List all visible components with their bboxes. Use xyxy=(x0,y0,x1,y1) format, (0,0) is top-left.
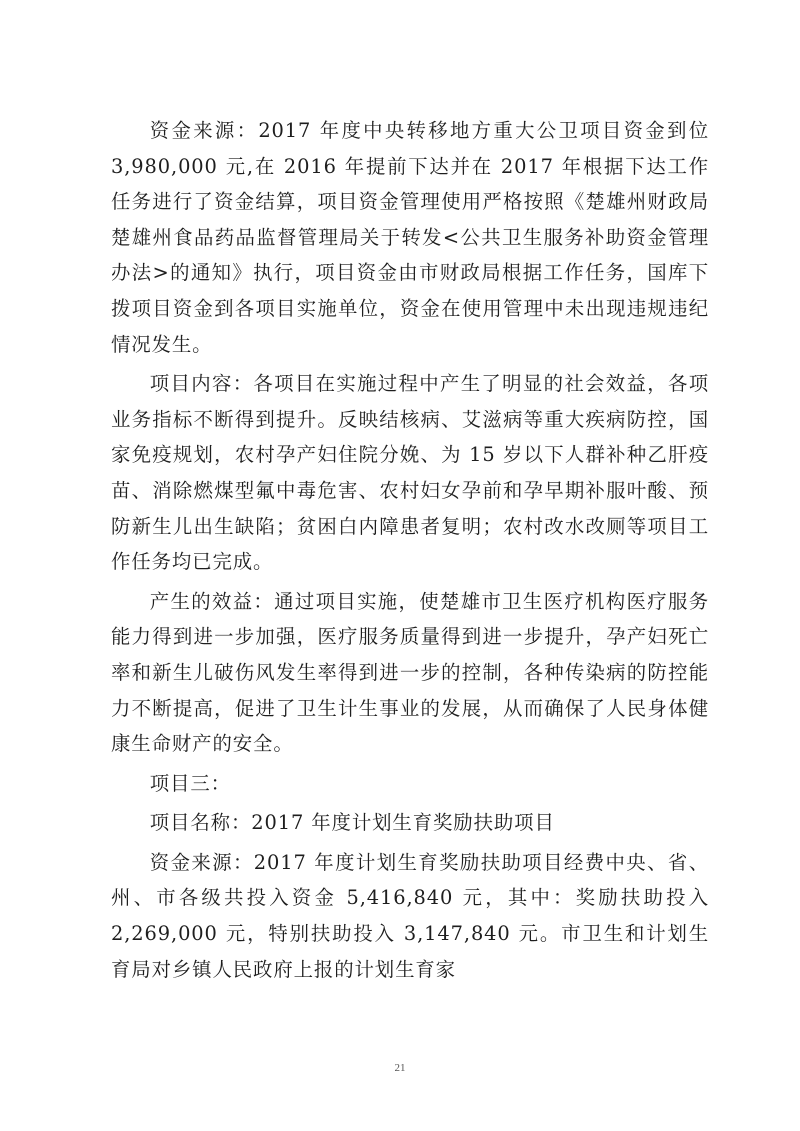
paragraph-funding-source-2: 资金来源：2017 年度计划生育奖励扶助项目经费中央、省、州、市各级共投入资金 5,416,840 元，其中：奖励扶助投入 2,269,000 元，特别扶助投入 3,147,840 元。市卫生和计划生育局对乡镇人民政府上报的计划生育家 xyxy=(111,850,709,981)
page-number: 21 xyxy=(394,1062,406,1074)
paragraph-benefits: 产生的效益：通过项目实施，使楚雄市卫生医疗机构医疗服务能力得到进一步加强，医疗服务质量得到进一步提升，孕产妇死亡率和新生儿破伤风发生率得到进一步的控制，各种传染病的防控能力不断提高，促进了卫生计生事业的发展，从而确保了人民身体健康生命财产的安全。 xyxy=(111,589,709,756)
paragraph-project-three-heading: 项目三： xyxy=(149,771,231,795)
body-text xyxy=(111,113,709,991)
paragraph-project-name: 项目名称：2017 年度计划生育奖励扶助项目 xyxy=(149,811,555,835)
paragraph-project-content: 项目内容：各项目在实施过程中产生了明显的社会效益，各项业务指标不断得到提升。反映结核病、艾滋病等重大疾病防控，国家免疫规划，农村孕产妇住院分娩、为 15 岁以下人群补种乙肝疫苗、消除燃煤型氟中毒危害、农村妇女孕前和孕早期补服叶酸、预防新生儿出生缺陷；贫困白内障患者复明；农村改水改厕等项目工作任务均已完成。 xyxy=(111,372,709,574)
paragraph-funding-source: 资金来源：2017 年度中央转移地方重大公卫项目资金到位 3,980,000 元,在 2016 年提前下达并在 2017 年根据下达工作任务进行了资金结算，项目资金管理使用严格按照《楚雄州财政局楚雄州食品药品监督管理局关于转发<公共卫生服务补助资金管理办法>的通知》执行，项目资金由市财政局根据工作任务，国库下拨项目资金到各项目实施单位，资金在使用管理中未出现违规违纪情况发生。 xyxy=(111,119,709,356)
